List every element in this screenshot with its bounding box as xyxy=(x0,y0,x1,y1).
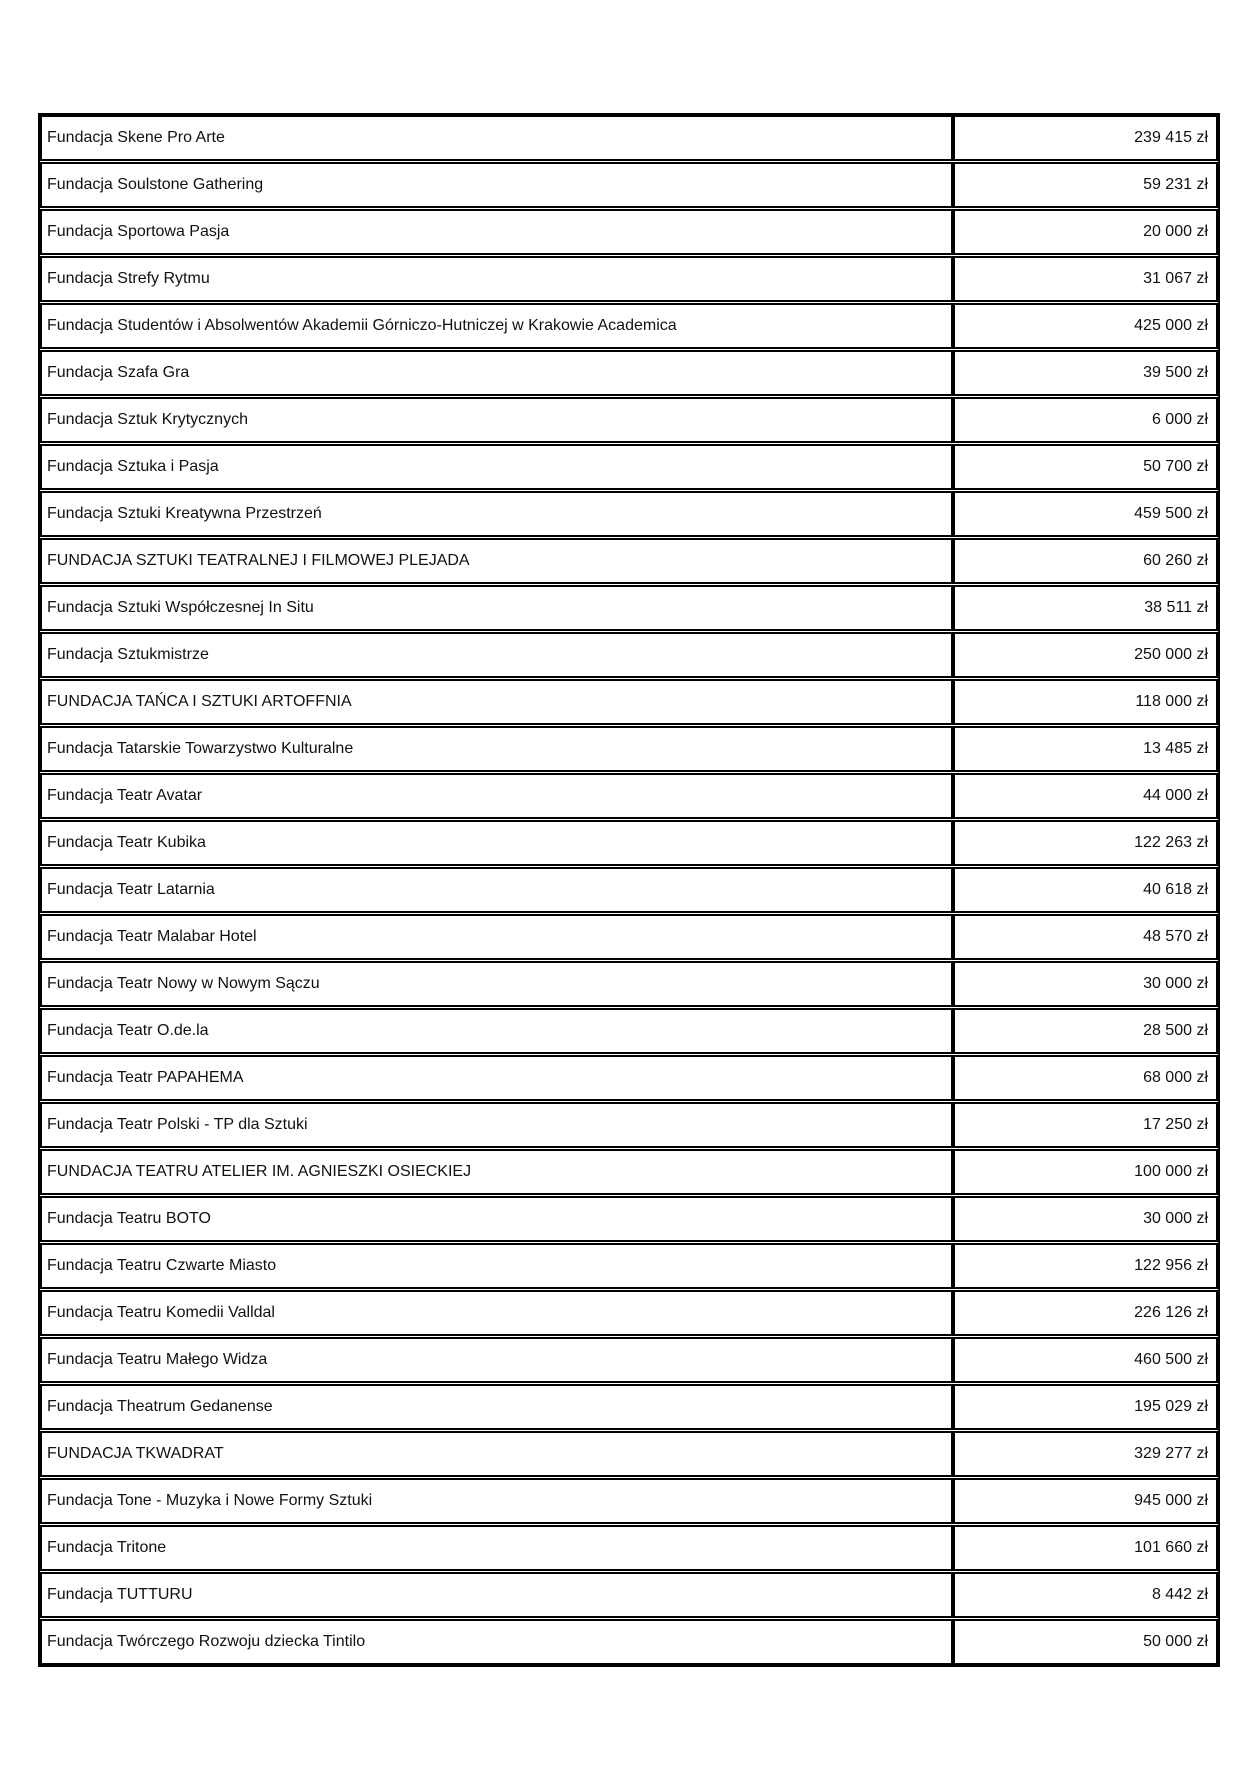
amount-cell: 28 500 zł xyxy=(953,1010,1216,1052)
table-row xyxy=(40,773,1218,819)
amount-cell: 50 000 zł xyxy=(953,1621,1216,1663)
org-name-cell: Fundacja Sztukmistrze xyxy=(42,634,953,676)
table-row xyxy=(40,632,1218,678)
org-name-cell: FUNDACJA TAŃCA I SZTUKI ARTOFFNIA xyxy=(42,681,953,723)
table-row xyxy=(40,491,1218,537)
org-name-cell: Fundacja Teatr Kubika xyxy=(42,822,953,864)
amount-cell: 44 000 zł xyxy=(953,775,1216,817)
org-name-cell: Fundacja Soulstone Gathering xyxy=(42,164,953,206)
table-row xyxy=(40,162,1218,208)
org-name-cell: Fundacja Teatr PAPAHEMA xyxy=(42,1057,953,1099)
amount-cell: 20 000 zł xyxy=(953,211,1216,253)
amount-cell: 122 263 zł xyxy=(953,822,1216,864)
amount-cell: 122 956 zł xyxy=(953,1245,1216,1287)
amount-cell: 17 250 zł xyxy=(953,1104,1216,1146)
org-name-cell: Fundacja Szafa Gra xyxy=(42,352,953,394)
amount-cell: 226 126 zł xyxy=(953,1292,1216,1334)
table-row xyxy=(40,1384,1218,1430)
org-name-cell: Fundacja Sztuk Krytycznych xyxy=(42,399,953,441)
table-row xyxy=(40,914,1218,960)
amount-cell: 195 029 zł xyxy=(953,1386,1216,1428)
amount-cell: 48 570 zł xyxy=(953,916,1216,958)
amount-cell: 239 415 zł xyxy=(953,117,1216,159)
org-name-cell: FUNDACJA SZTUKI TEATRALNEJ I FILMOWEJ PLEJADA xyxy=(42,540,953,582)
org-name-cell: Fundacja Twórczego Rozwoju dziecka Tintilo xyxy=(42,1621,953,1663)
amount-cell: 68 000 zł xyxy=(953,1057,1216,1099)
amount-cell: 6 000 zł xyxy=(953,399,1216,441)
org-name-cell: Fundacja Teatr O.de.la xyxy=(42,1010,953,1052)
amount-cell: 30 000 zł xyxy=(953,1198,1216,1240)
table-row xyxy=(40,1149,1218,1195)
table-row xyxy=(40,820,1218,866)
table-row xyxy=(40,1196,1218,1242)
amount-cell: 59 231 zł xyxy=(953,164,1216,206)
org-name-cell: Fundacja Teatr Latarnia xyxy=(42,869,953,911)
org-name-cell: Fundacja Teatru Komedii Valldal xyxy=(42,1292,953,1334)
table-row xyxy=(40,397,1218,443)
table-row xyxy=(40,961,1218,1007)
amount-cell: 40 618 zł xyxy=(953,869,1216,911)
amount-cell: 459 500 zł xyxy=(953,493,1216,535)
amount-cell: 460 500 zł xyxy=(953,1339,1216,1381)
table-row xyxy=(40,1243,1218,1289)
table-row xyxy=(40,726,1218,772)
amount-cell: 118 000 zł xyxy=(953,681,1216,723)
org-name-cell: Fundacja Strefy Rytmu xyxy=(42,258,953,300)
amount-cell: 13 485 zł xyxy=(953,728,1216,770)
amount-cell: 50 700 zł xyxy=(953,446,1216,488)
amount-cell: 8 442 zł xyxy=(953,1574,1216,1616)
org-name-cell: FUNDACJA TKWADRAT xyxy=(42,1433,953,1475)
org-name-cell: Fundacja Tatarskie Towarzystwo Kulturalne xyxy=(42,728,953,770)
table-row xyxy=(40,1290,1218,1336)
table-row xyxy=(40,585,1218,631)
org-name-cell: FUNDACJA TEATRU ATELIER IM. AGNIESZKI OSIECKIEJ xyxy=(42,1151,953,1193)
org-name-cell: Fundacja Tone - Muzyka i Nowe Formy Sztuki xyxy=(42,1480,953,1522)
table-row xyxy=(40,1619,1218,1665)
amount-cell: 30 000 zł xyxy=(953,963,1216,1005)
org-name-cell: Fundacja Sztuki Kreatywna Przestrzeń xyxy=(42,493,953,535)
amount-cell: 101 660 zł xyxy=(953,1527,1216,1569)
amount-cell: 60 260 zł xyxy=(953,540,1216,582)
org-name-cell: Fundacja Skene Pro Arte xyxy=(42,117,953,159)
grants-table xyxy=(38,113,1220,1667)
amount-cell: 39 500 zł xyxy=(953,352,1216,394)
table-row xyxy=(40,115,1218,161)
table-row xyxy=(40,350,1218,396)
table-row xyxy=(40,1008,1218,1054)
amount-cell: 250 000 zł xyxy=(953,634,1216,676)
amount-cell: 945 000 zł xyxy=(953,1480,1216,1522)
org-name-cell: Fundacja Teatr Malabar Hotel xyxy=(42,916,953,958)
amount-cell: 100 000 zł xyxy=(953,1151,1216,1193)
org-name-cell: Fundacja Teatru Małego Widza xyxy=(42,1339,953,1381)
org-name-cell: Fundacja Studentów i Absolwentów Akademii Górniczo-Hutniczej w Krakowie Academica xyxy=(42,305,953,347)
org-name-cell: Fundacja Theatrum Gedanense xyxy=(42,1386,953,1428)
table-row xyxy=(40,256,1218,302)
table-row xyxy=(40,1478,1218,1524)
table-row xyxy=(40,1102,1218,1148)
org-name-cell: Fundacja Teatr Nowy w Nowym Sączu xyxy=(42,963,953,1005)
org-name-cell: Fundacja Teatru Czwarte Miasto xyxy=(42,1245,953,1287)
table-row xyxy=(40,444,1218,490)
org-name-cell: Fundacja TUTTURU xyxy=(42,1574,953,1616)
table-row xyxy=(40,1572,1218,1618)
table-row xyxy=(40,1055,1218,1101)
table-row xyxy=(40,867,1218,913)
org-name-cell: Fundacja Sportowa Pasja xyxy=(42,211,953,253)
org-name-cell: Fundacja Sztuki Współczesnej In Situ xyxy=(42,587,953,629)
org-name-cell: Fundacja Tritone xyxy=(42,1527,953,1569)
org-name-cell: Fundacja Teatr Polski - TP dla Sztuki xyxy=(42,1104,953,1146)
table-row xyxy=(40,1525,1218,1571)
amount-cell: 425 000 zł xyxy=(953,305,1216,347)
table-row xyxy=(40,538,1218,584)
table-row xyxy=(40,1431,1218,1477)
amount-cell: 329 277 zł xyxy=(953,1433,1216,1475)
table-row xyxy=(40,1337,1218,1383)
table-row xyxy=(40,679,1218,725)
amount-cell: 38 511 zł xyxy=(953,587,1216,629)
amount-cell: 31 067 zł xyxy=(953,258,1216,300)
table-row xyxy=(40,303,1218,349)
table-row xyxy=(40,209,1218,255)
org-name-cell: Fundacja Sztuka i Pasja xyxy=(42,446,953,488)
org-name-cell: Fundacja Teatr Avatar xyxy=(42,775,953,817)
org-name-cell: Fundacja Teatru BOTO xyxy=(42,1198,953,1240)
